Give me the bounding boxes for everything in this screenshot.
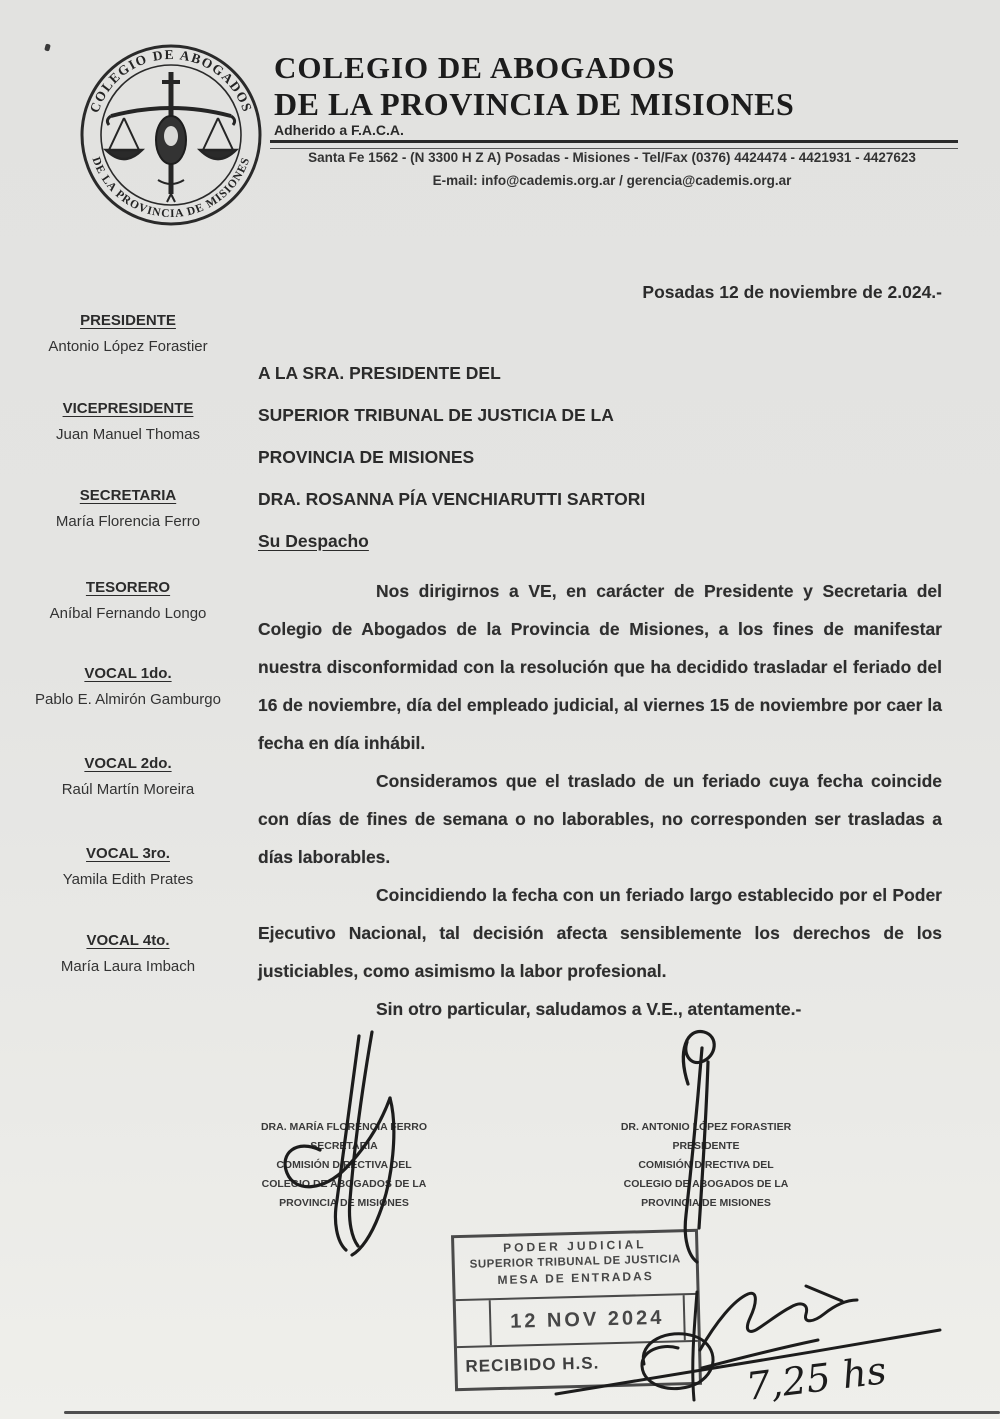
stamp-line1: PODER JUDICIAL: [502, 1237, 647, 1255]
role-name: María Florencia Ferro: [55, 513, 201, 530]
role-title: VOCAL 3ro.: [86, 845, 170, 862]
org-name-line2: DE LA PROVINCIA DE MISIONES: [274, 86, 795, 122]
signer-title: SECRETARIA: [310, 1140, 378, 1152]
email-line: E-mail: info@cademis.org.ar / gerencia@cademis.org.ar: [432, 173, 792, 188]
address-line: Santa Fe 1562 - (N 3300 H Z A) Posadas - Misiones - Tel/Fax (0376) 4424474 - 4421931 - 4427623: [308, 150, 916, 165]
role-name: Raúl Martín Moreira: [61, 781, 195, 798]
paragraph-1: Nos dirigirnos a VE, en carácter de Presidente y Secretaria del Colegio de Abogados de la Provincia de Misiones, a los fines de manifestar nuestra disconformidad con la resolución que ha decidido trasladar el feriado del 16 de noviembre, día del empleado judicial, al viernes 15 de noviembre por caer la fecha en día inhábil.: [258, 581, 942, 753]
paragraph-closing: Sin otro particular, saludamos a V.E., atentamente.-: [376, 999, 802, 1019]
role-name: María Laura Imbach: [60, 958, 196, 975]
role-title: SECRETARIA: [79, 487, 177, 504]
signer-name: DRA. MARÍA FLORENCIA FERRO: [260, 1121, 428, 1133]
stamp-line3: MESA DE ENTRADAS: [497, 1268, 654, 1288]
recipient-line: PROVINCIA DE MISIONES: [258, 447, 475, 467]
org-name-line1: COLEGIO DE ABOGADOS: [274, 50, 676, 85]
scan-artifact-mark: [44, 43, 51, 51]
role-name: Aníbal Fernando Longo: [49, 605, 207, 622]
sidebar-role-vocal-4: [10, 932, 246, 975]
letter-body: [258, 572, 942, 1028]
scales-of-justice-icon: [106, 72, 236, 202]
signature-block-presidente: [600, 1118, 812, 1213]
stamp-date: 12 NOV 2024: [509, 1306, 665, 1333]
seal-top-text: COLEGIO DE ABOGADOS: [86, 46, 256, 115]
bar-association-seal: [78, 42, 264, 228]
sidebar-role-tesorero: [10, 579, 246, 622]
signer-org-line: COLEGIO DE ABOGADOS DE LA: [623, 1178, 789, 1190]
seal-bottom-text: DE LA PROVINCIA DE MISIONES: [89, 155, 253, 221]
signer-org-line: COMISIÓN DIRECTIVA DEL: [638, 1159, 774, 1171]
receipt-stamp: [451, 1229, 702, 1391]
stamp-received-line: RECIBIDO H.S.: [465, 1353, 600, 1376]
role-title: VOCAL 1do.: [84, 665, 172, 682]
recipient-line: DRA. ROSANNA PÍA VENCHIARUTTI SARTORI: [258, 489, 646, 509]
paragraph-3: Coincidiendo la fecha con un feriado largo establecido por el Poder Ejecutivo Nacional, tal decisión afecta sensiblemente los derechos de los justiciables, como asimismo la labor profesional.: [258, 885, 942, 981]
header-rule: [270, 140, 958, 149]
stamp-line2: SUPERIOR TRIBUNAL DE JUSTICIA: [469, 1253, 681, 1271]
stamp-date-cell-right-divider: [683, 1295, 698, 1340]
date-line: Posadas 12 de noviembre de 2.024.-: [642, 282, 942, 302]
signer-title: PRESIDENTE: [672, 1140, 740, 1152]
recipient-block: [258, 352, 778, 562]
sidebar-role-vocal-1: [10, 665, 246, 708]
stamp-date-cell-left-divider: [456, 1300, 492, 1346]
sidebar-role-vocal-3: [10, 845, 246, 888]
signer-org-line: PROVINCIA DE MISIONES: [641, 1197, 771, 1209]
role-title: VOCAL 4to.: [86, 932, 170, 949]
role-name: Antonio López Forastier: [48, 338, 208, 355]
paragraph-2: Consideramos que el traslado de un feriado cuya fecha coincide con días de fines de semana o no laborables, no corresponden ser trasladas a días laborables.: [258, 771, 942, 867]
salutation: Su Despacho: [258, 531, 369, 551]
role-title: VOCAL 2do.: [84, 755, 172, 772]
sidebar-role-presidente: [10, 312, 246, 355]
signer-org-line: PROVINCIA DE MISIONES: [279, 1197, 409, 1209]
stamp-header: [454, 1232, 697, 1301]
role-title: TESORERO: [85, 579, 171, 596]
stamp-date-row: [456, 1295, 698, 1348]
role-name: Pablo E. Almirón Gamburgo: [35, 691, 221, 708]
sidebar-role-vicepresidente: [10, 400, 246, 443]
signature-block-secretaria: [238, 1118, 450, 1213]
role-title: VICEPRESIDENTE: [62, 400, 194, 417]
signer-org-line: COLEGIO DE ABOGADOS DE LA: [261, 1178, 427, 1190]
role-title: PRESIDENTE: [80, 312, 176, 329]
role-name: Juan Manuel Thomas: [56, 426, 200, 443]
signer-name: DR. ANTONIO LÓPEZ FORASTIER: [620, 1121, 792, 1133]
handwritten-time-note: 7,25 hs: [743, 1348, 889, 1409]
recipient-line: A LA SRA. PRESIDENTE DEL: [258, 363, 501, 383]
scan-edge-line: [64, 1411, 1000, 1414]
affiliation-line: Adherido a F.A.C.A.: [274, 122, 404, 138]
signer-org-line: COMISIÓN DIRECTIVA DEL: [276, 1159, 412, 1171]
role-name: Yamila Edith Prates: [62, 871, 194, 888]
sidebar-role-vocal-2: [10, 755, 246, 798]
sidebar-role-secretaria: [10, 487, 246, 530]
recipient-line: SUPERIOR TRIBUNAL DE JUSTICIA DE LA: [258, 405, 614, 425]
